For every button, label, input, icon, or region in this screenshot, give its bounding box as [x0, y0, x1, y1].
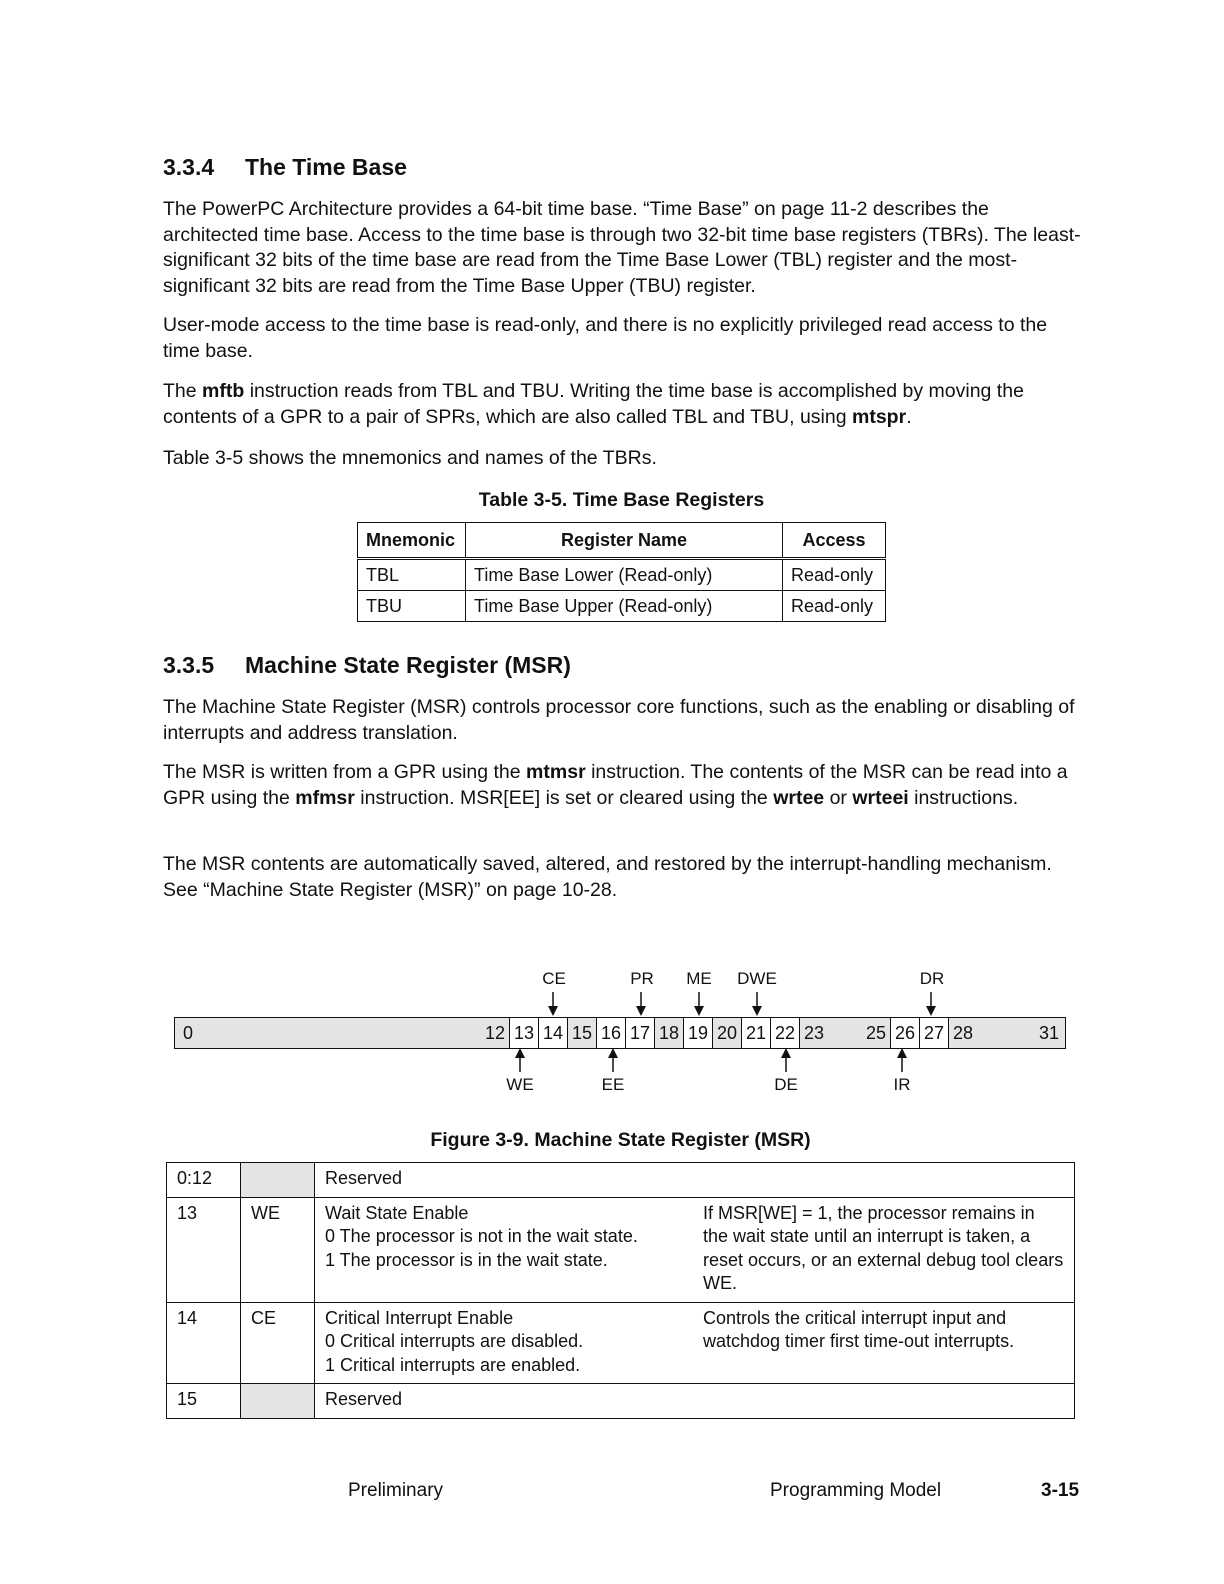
instruction-mfmsr: mfmsr	[295, 786, 355, 809]
cell-note: If MSR[WE] = 1, the processor remains in the wait state until an interrupt is taken, a reset occurs, or an external debug tool clears WE.	[693, 1197, 1075, 1302]
paragraph-msr-access	[163, 760, 1083, 811]
text-run: The	[163, 380, 203, 402]
footer-status: Preliminary	[348, 1480, 444, 1501]
down-arrow-icon	[693, 992, 705, 1017]
instruction-wrteei: wrteei	[852, 786, 909, 809]
cell-description: Reserved	[315, 1163, 1075, 1198]
header-access: Access	[783, 523, 886, 559]
paragraph-mftb	[163, 379, 1083, 430]
reserved-field-0-12	[175, 1018, 509, 1048]
figure-caption: Figure 3-9. Machine State Register (MSR)	[430, 1129, 811, 1151]
down-arrow-icon	[751, 992, 763, 1017]
paragraph-msr-intro: The Machine State Register (MSR) controls processor core functions, such as the enabling or disabling of interrupts and address translation.	[163, 696, 1075, 744]
bit-15: 15	[567, 1018, 596, 1048]
bit-27: 27	[919, 1018, 948, 1048]
instruction-mtspr: mtspr	[852, 405, 907, 428]
cell-field: CE	[241, 1302, 315, 1384]
bit-number: 28	[953, 1023, 974, 1043]
instruction-wrtee: wrtee	[773, 786, 825, 809]
table-row	[358, 591, 886, 622]
up-arrow-icon	[896, 1048, 908, 1072]
section-number: 3.3.5	[163, 652, 215, 678]
field-label-me: ME	[686, 969, 712, 988]
table-row	[167, 1197, 1075, 1302]
bit-18: 18	[654, 1018, 683, 1048]
field-label-ee: EE	[601, 1075, 625, 1094]
bit-number: 12	[484, 1023, 505, 1043]
paragraph-user-mode-access: User-mode access to the time base is read-only, and there is no explicitly privileged read access to the time base.	[163, 314, 1048, 362]
option-1: 1 Critical interrupts are enabled.	[325, 1354, 581, 1375]
instruction-mftb: mftb	[202, 380, 245, 402]
bit-number: 31	[1038, 1023, 1059, 1043]
bit-16: 16	[596, 1018, 625, 1048]
field-label-ce: CE	[542, 969, 566, 988]
field-title: Wait State Enable	[325, 1202, 469, 1223]
msr-register-figure	[0, 960, 1224, 1100]
field-label-de: DE	[774, 1075, 798, 1094]
section-title: The Time Base	[245, 154, 407, 180]
cell-mnemonic: TBU	[358, 591, 466, 622]
time-base-registers-table	[357, 522, 886, 622]
bit-number: 25	[865, 1023, 886, 1043]
cell-register-name: Time Base Lower (Read-only)	[466, 559, 783, 591]
cell-mnemonic: TBL	[358, 559, 466, 591]
paragraph-msr-interrupts: The MSR contents are automatically saved, altered, and restored by the interrupt-handling mechanism. See “Machine State Register (MSR)” on page 10-28.	[163, 853, 1052, 901]
text-run: instruction reads from TBL and TBU. Writing the time base is accomplished by moving the contents of a GPR to a pair of SPRs, which are also called TBL and TBU, using	[163, 380, 1024, 428]
cell-field: WE	[241, 1197, 315, 1302]
header-register-name: Register Name	[466, 523, 783, 559]
cell-note: Controls the critical interrupt input and watchdog timer first time-out interrupts.	[693, 1302, 1075, 1384]
up-arrow-icon	[780, 1048, 792, 1072]
bit-21: 21	[741, 1018, 770, 1048]
paragraph-time-base-intro: The PowerPC Architecture provides a 64-bit time base. “Time Base” on page 11-2 describes the architected time base. Access to the time base is through two 32-bit time base registers (TBRs). The least-significant 32 bits of the time base are read from the Time Base Lower (TBL) register and the most-significant 32 bits are read from the Time Base Upper (TBU) register.	[163, 198, 1081, 297]
section-title: Machine State Register (MSR)	[245, 652, 571, 678]
footer-chapter: Programming Model	[770, 1480, 942, 1501]
footer-page-number: 3-15	[1041, 1480, 1080, 1501]
cell-field-reserved	[241, 1163, 315, 1198]
msr-bit-strip	[174, 1017, 1066, 1049]
field-label-dr: DR	[919, 969, 945, 988]
cell-access: Read-only	[783, 559, 886, 591]
section-heading-3-3-4	[163, 154, 407, 181]
bit-22: 22	[770, 1018, 799, 1048]
text-run: The MSR is written from a GPR using the	[163, 761, 527, 783]
bit-17: 17	[625, 1018, 654, 1048]
cell-bits: 13	[167, 1197, 241, 1302]
text-run: instruction. MSR[EE] is set or cleared using the	[354, 786, 774, 809]
table-row	[358, 559, 886, 591]
cell-description	[315, 1197, 694, 1302]
up-arrow-icon	[607, 1048, 619, 1072]
table-row	[167, 1384, 1075, 1419]
table-row	[167, 1163, 1075, 1198]
table-header-row	[358, 523, 886, 559]
reserved-field-23-25	[799, 1018, 890, 1048]
reserved-field-28-31	[948, 1018, 1065, 1048]
field-label-ir: IR	[893, 1075, 911, 1094]
text-run: .	[906, 405, 912, 428]
msr-bits-table	[166, 1162, 1075, 1419]
field-label-dwe: DWE	[737, 969, 777, 988]
cell-register-name: Time Base Upper (Read-only)	[466, 591, 783, 622]
cell-description	[315, 1302, 694, 1384]
section-number: 3.3.4	[163, 154, 215, 180]
field-label-pr: PR	[630, 969, 654, 988]
text-run: instruction. The contents of the MSR can be read into a GPR using the	[163, 761, 1068, 809]
paragraph-table-ref: Table 3-5 shows the mnemonics and names of the TBRs.	[163, 447, 657, 469]
down-arrow-icon	[925, 992, 937, 1017]
bit-26: 26	[890, 1018, 919, 1048]
instruction-mtmsr: mtmsr	[526, 761, 586, 783]
table-row	[167, 1302, 1075, 1384]
bit-20: 20	[712, 1018, 741, 1048]
cell-description: Reserved	[315, 1384, 1075, 1419]
cell-field-reserved	[241, 1384, 315, 1419]
bit-14: 14	[538, 1018, 567, 1048]
bit-number: 0	[183, 1023, 194, 1043]
up-arrow-icon	[514, 1048, 526, 1072]
text-run: or	[824, 786, 853, 809]
option-1: 1 The processor is in the wait state.	[325, 1249, 608, 1270]
option-0: 0 The processor is not in the wait state.	[325, 1226, 638, 1246]
header-mnemonic: Mnemonic	[358, 523, 466, 559]
text-run: instructions.	[908, 786, 1019, 809]
bit-19: 19	[683, 1018, 712, 1048]
bit-number: 23	[804, 1023, 825, 1043]
bit-13: 13	[509, 1018, 538, 1048]
down-arrow-icon	[547, 992, 559, 1017]
section-heading-3-3-5	[163, 652, 571, 679]
cell-bits: 0:12	[167, 1163, 241, 1198]
cell-access: Read-only	[783, 591, 886, 622]
field-label-we: WE	[506, 1075, 534, 1094]
table-caption: Table 3-5. Time Base Registers	[478, 489, 765, 511]
option-0: 0 Critical interrupts are disabled.	[325, 1331, 584, 1351]
cell-bits: 15	[167, 1384, 241, 1419]
cell-bits: 14	[167, 1302, 241, 1384]
down-arrow-icon	[635, 992, 647, 1017]
field-title: Critical Interrupt Enable	[325, 1307, 514, 1328]
